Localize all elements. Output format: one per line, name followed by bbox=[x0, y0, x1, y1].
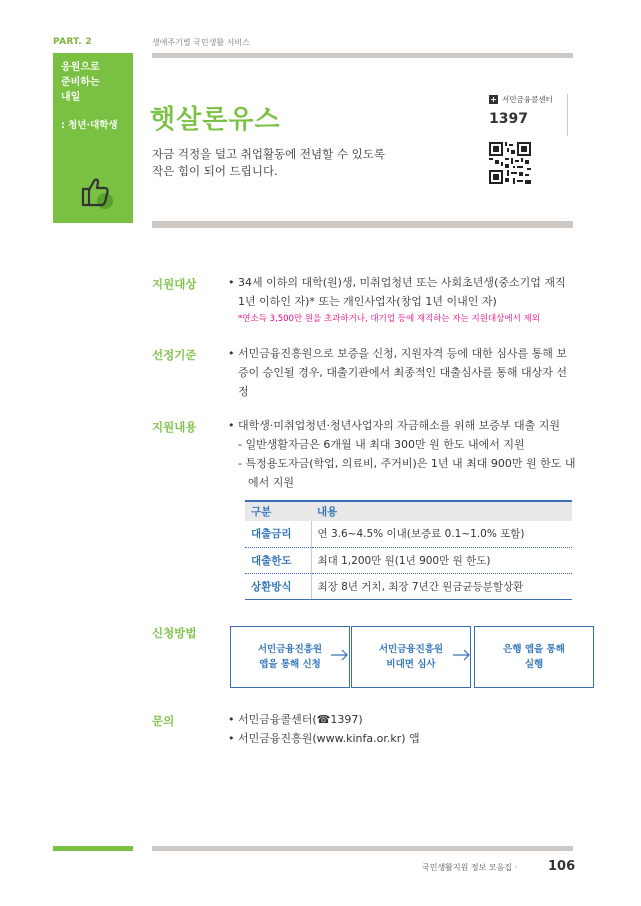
section-label-content: 지원내용 bbox=[152, 420, 197, 434]
flow-step-line: 비대면 심사 bbox=[386, 659, 436, 670]
contact-center-label: 서민금융콜센터 bbox=[502, 95, 553, 104]
content-item: • 대학생·미취업청년·청년사업자의 자금해소를 위해 보증부 대출 지원 bbox=[228, 419, 560, 432]
side-heading bbox=[61, 60, 125, 105]
table-cell-key: 대출금리 bbox=[245, 521, 311, 547]
table-row bbox=[245, 547, 572, 573]
side-panel bbox=[53, 53, 133, 223]
side-line: 준비하는 bbox=[61, 77, 100, 88]
contact-divider bbox=[567, 94, 568, 136]
flow-step-line: 앱을 통해 신청 bbox=[259, 659, 321, 670]
contact-box bbox=[489, 94, 553, 127]
plus-icon: + bbox=[490, 95, 497, 104]
intro-line: 작은 힘이 되어 드립니다. bbox=[152, 164, 278, 178]
running-header: 생애주기별 국민생활 서비스 bbox=[152, 38, 250, 47]
arrow-right-icon bbox=[453, 648, 471, 662]
table-header: 구분 bbox=[245, 501, 311, 521]
flow-step-line: 실행 bbox=[524, 659, 544, 670]
part-label: PART. 2 bbox=[53, 37, 92, 47]
section-body-inquiry bbox=[228, 710, 576, 748]
flow-step-line: 서민금융진흥원 bbox=[257, 644, 323, 655]
flow-step-line: 은행 앱을 통해 bbox=[503, 644, 565, 655]
service-title: 햇살론유스 bbox=[150, 105, 281, 135]
section-body-content bbox=[228, 416, 576, 492]
table-row bbox=[245, 573, 572, 599]
target-item: • 34세 이하의 대학(원)생, 미취업청년 또는 사회초년생(중소기업 재직 1년 이하인 자)* 또는 개인사업자(창업 1년 이내인 자) bbox=[228, 276, 566, 308]
content-subitem: - 특정용도자금(학업, 의료비, 주거비)은 1년 내 최대 900만 원 한도 내에서 지원 bbox=[238, 457, 576, 489]
table-header-row bbox=[245, 501, 572, 521]
side-line: 내일 bbox=[61, 92, 81, 103]
section-label-criteria: 선정기준 bbox=[152, 348, 197, 362]
contact-phone: 1397 bbox=[489, 111, 528, 127]
table-row bbox=[245, 521, 572, 547]
footer-title: 국민생활지원 정보 모음집 · bbox=[422, 863, 518, 872]
flow-step-3 bbox=[474, 626, 594, 688]
content-divider bbox=[152, 221, 573, 228]
page-number: 106 bbox=[548, 859, 576, 874]
loan-info-table bbox=[245, 500, 572, 600]
flow-step-line: 서민금융진흥원 bbox=[378, 644, 444, 655]
table-cell-value: 연 3.6~4.5% 이내(보증료 0.1~1.0% 포함) bbox=[311, 521, 572, 547]
thumbs-up-icon bbox=[77, 171, 117, 211]
inquiry-item: • 서민금융콜센터(☎1397) bbox=[228, 713, 363, 726]
section-label-inquiry: 문의 bbox=[152, 714, 175, 728]
criteria-item: • 서민금융진흥원으로 보증을 신청, 지원자격 등에 대한 심사를 통해 보증이 승인될 경우, 대출기관에서 최종적인 대출심사를 통해 대상자 선정 bbox=[228, 347, 567, 398]
side-line: 응원으로 bbox=[61, 62, 100, 73]
table-cell-value: 최장 8년 거치, 최장 7년간 원금균등분할상환 bbox=[311, 573, 572, 599]
table-cell-key: 상환방식 bbox=[245, 573, 311, 599]
target-note: *연소득 3,500만 원을 초과하거나, 대기업 등에 재직하는 자는 지원대상에서 제외 bbox=[238, 314, 540, 324]
footer-rule-green bbox=[53, 846, 133, 851]
content-subitem: - 일반생활자금은 6개월 내 최대 300만 원 한도 내에서 지원 bbox=[238, 438, 525, 451]
footer-rule-gray bbox=[152, 846, 573, 851]
arrow-right-icon bbox=[331, 648, 349, 662]
table-cell-value: 최대 1,200만 원(1년 900만 원 한도) bbox=[311, 547, 572, 573]
section-body-target bbox=[228, 273, 576, 327]
section-label-method: 신청방법 bbox=[152, 626, 197, 640]
side-subheading: : 청년·대학생 bbox=[61, 120, 118, 131]
section-label-target: 지원대상 bbox=[152, 277, 197, 291]
inquiry-item: • 서민금융진흥원(www.kinfa.or.kr) 앱 bbox=[228, 732, 420, 745]
qr-code-icon bbox=[489, 142, 531, 184]
table-header: 내용 bbox=[311, 501, 572, 521]
contact-center bbox=[489, 94, 553, 105]
service-intro bbox=[152, 146, 385, 180]
section-body-criteria bbox=[228, 344, 576, 401]
top-divider bbox=[152, 53, 573, 58]
table-cell-key: 대출한도 bbox=[245, 547, 311, 573]
intro-line: 자금 걱정을 덜고 취업활동에 전념할 수 있도록 bbox=[152, 147, 386, 161]
